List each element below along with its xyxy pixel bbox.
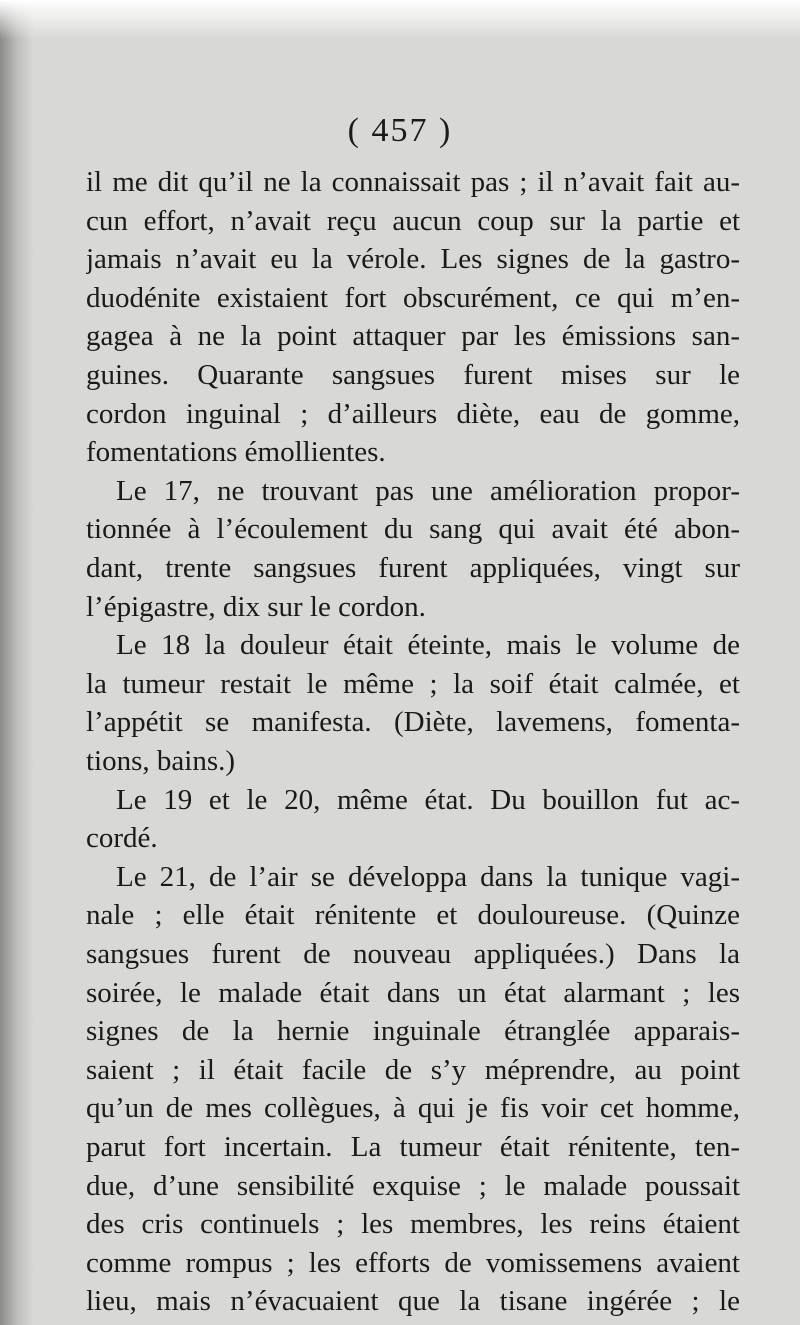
text-line: qu’un de mes collègues, à qui je fis voir cet homme,	[86, 1092, 740, 1125]
text-line: Le 17, ne trouvant pas une amélioration propor-	[116, 474, 740, 507]
text-line: soirée, le malade était dans un état alarmant ; les	[86, 976, 740, 1009]
text-line: Le 18 la douleur était éteinte, mais le volume de	[116, 629, 740, 662]
text-line: l’épigastre, dix sur le cordon.	[86, 590, 426, 623]
binding-shadow	[0, 0, 34, 1325]
text-line: tionnée à l’écoulement du sang qui avait été abon-	[86, 513, 740, 546]
text-line: dant, trente sangsues furent appliquées, vingt sur	[86, 552, 740, 584]
text-line: Le 19 et le 20, même état. Du bouillon fut ac-	[116, 783, 740, 816]
text-line: guines. Quarante sangsues furent mises sur le	[86, 359, 740, 391]
text-line: parut fort incertain. La tumeur était rénitente, ten-	[86, 1131, 740, 1163]
text-line: l’appétit se manifesta. (Diète, lavemens, fomenta-	[86, 706, 740, 739]
text-line: cordé.	[86, 822, 158, 855]
text-line: saient ; il était facile de s’y méprendre, au point	[86, 1053, 740, 1086]
text-line: il me dit qu’il ne la connaissait pas ; il n’avait fait au-	[86, 166, 740, 198]
text-line: nale ; elle était rénitente et douloureuse. (Quinze	[86, 899, 740, 932]
text-line: gagea à ne la point attaquer par les émissions san-	[86, 320, 740, 353]
text-line: jamais n’avait eu la vérole. Les signes de la gastro-	[86, 243, 740, 276]
text-line: cordon inguinal ; d’ailleurs diète, eau de gomme,	[86, 397, 740, 430]
text-line: sangsues furent de nouveau appliquées.) Dans la	[86, 938, 740, 970]
text-line: due, d’une sensibilité exquise ; le malade poussait	[86, 1169, 740, 1202]
text-line: fomentations émollientes.	[86, 436, 386, 469]
text-line: duodénite existaient fort obscurément, ce qui m’en-	[86, 281, 740, 314]
top-edge	[0, 0, 800, 40]
text-line: lieu, mais n’évacuaient que la tisane ingérée ; le	[86, 1285, 740, 1318]
text-line: des cris continuels ; les membres, les reins étaient	[86, 1208, 740, 1241]
page-number: ( 457 )	[347, 112, 453, 149]
text-line: la tumeur restait le même ; la soif était calmée, et	[86, 667, 740, 700]
text-line: comme rompus ; les efforts de vomissemens avaient	[86, 1246, 740, 1279]
text-line: cun effort, n’avait reçu aucun coup sur la partie et	[86, 204, 740, 237]
text-line: Le 21, de l’air se développa dans la tunique vagi-	[116, 860, 740, 893]
text-line: tions, bains.)	[86, 745, 236, 777]
text-line: signes de la hernie inguinale étranglée apparais-	[86, 1015, 740, 1048]
